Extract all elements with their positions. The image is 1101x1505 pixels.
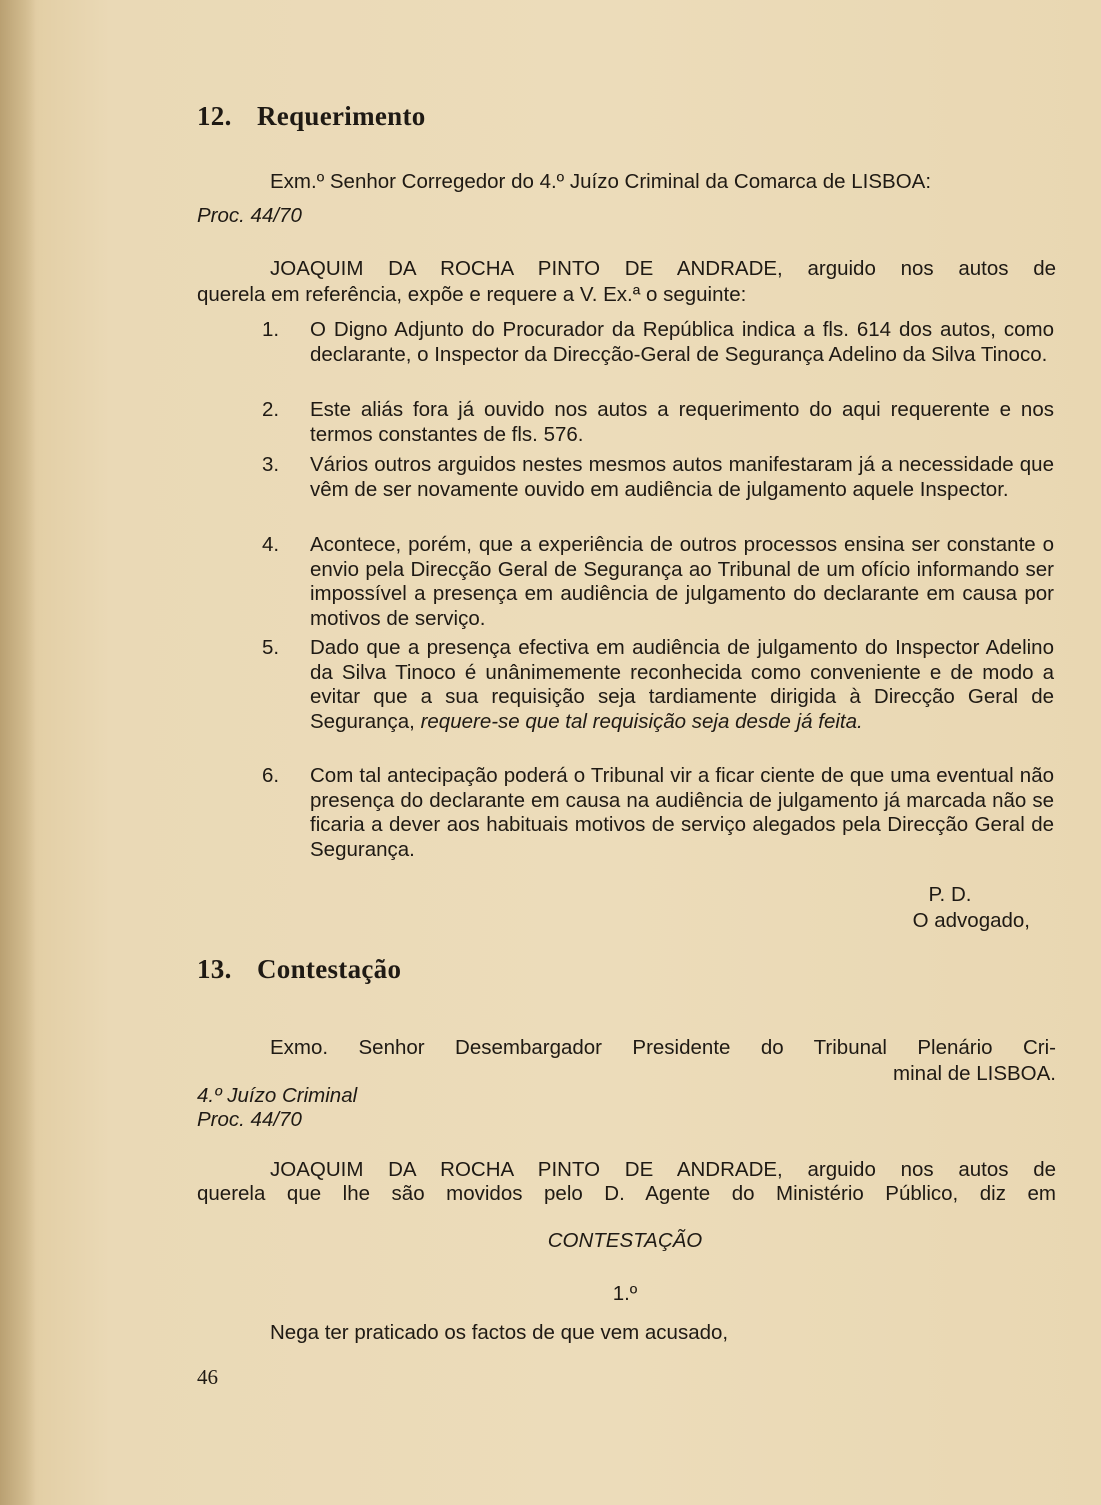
section-12-number: 12. [197,101,232,131]
item-number: 2. [262,398,280,421]
section-12-intro-line1: JOAQUIM DA ROCHA PINTO DE ANDRADE, arguido nos autos de [270,257,1056,280]
section-12-title: Requerimento [257,101,426,131]
item-text [310,636,1054,734]
item-number: 1. [262,318,280,341]
item-text: Acontece, porém, que a experiência de outros processos ensina ser constante o envio pela Direcção Geral de Segurança ao Tribunal de um ofício informando ser impossível a presença em audiência de julgamento do declarante em causa por motivos de serviço. [310,533,1054,630]
section-13-proc: Proc. 44/70 [197,1108,302,1131]
section-13-number: 13. [197,954,232,984]
section-12-proc: Proc. 44/70 [197,204,302,227]
item-text: O Digno Adjunto do Procurador da República indica a fls. 614 dos autos, como declarante, o Inspector da Direcção-Geral de Segurança Adelino da Silva Tinoco. [310,318,1054,366]
item-number: 5. [262,636,280,659]
item-number: 3. [262,453,280,476]
item-text: Com tal antecipação poderá o Tribunal vir a ficar ciente de que uma eventual não presença do declarante em causa na audiência de julgamento já marcada não se ficaria a dever aos habituais motivos de serviço alegados pela Direcção Geral de Segurança. [310,764,1054,861]
item-text-plain: Dado que a presença efectiva em audiência de julgamento do Inspector Adelino da Silva Tinoco é unânimemente reconhecida como conveniente e de modo a evitar que a sua requisição seja tardiamente dirigida à Direcção Geral de Segurança, [310,636,1054,733]
item-text: Este aliás fora já ouvido nos autos a requerimento do aqui requerente e nos termos constantes de fls. 576. [310,398,1054,446]
section-13-title: Contestação [257,954,402,984]
item-text-italic: requere-se que tal requisição seja desde já feita. [420,709,863,733]
item-text: Vários outros arguidos nestes mesmos autos manifestaram já a necessidade que vêm de ser novamente ouvido em audiência de julgamento aquele Inspector. [310,453,1054,501]
item-number: 6. [262,764,280,787]
section-12-addressee: Exm.º Senhor Corregedor do 4.º Juízo Criminal da Comarca de LISBOA: [270,170,932,193]
section-13-court: 4.º Juízo Criminal [197,1084,358,1107]
section-13-article-number: 1.º [612,1282,638,1305]
page-gutter-shadow [0,0,36,1505]
section-12-intro-line2: querela em referência, expõe e requere a V. Ex.ª o seguinte: [197,283,747,306]
section-12-heading [197,101,426,132]
item-number: 4. [262,533,280,556]
section-13-addressee-line2: minal de LISBOA. [893,1062,1056,1085]
closing-signature: O advogado, [912,909,1030,932]
section-13-addressee-line1: Exmo. Senhor Desembargador Presidente do Tribunal Plenário Cri- [270,1036,1056,1059]
section-13-subtitle: CONTESTAÇÃO [547,1229,703,1252]
section-13-heading [197,954,401,985]
section-13-article-text: Nega ter praticado os factos de que vem acusado, [270,1321,729,1344]
section-13-intro-line2: querela que lhe são movidos pelo D. Agente do Ministério Público, diz em [197,1182,1056,1205]
page-number: 46 [197,1365,218,1389]
section-13-intro-line1: JOAQUIM DA ROCHA PINTO DE ANDRADE, arguido nos autos de [270,1158,1056,1181]
closing-pd: P. D. [928,883,972,906]
